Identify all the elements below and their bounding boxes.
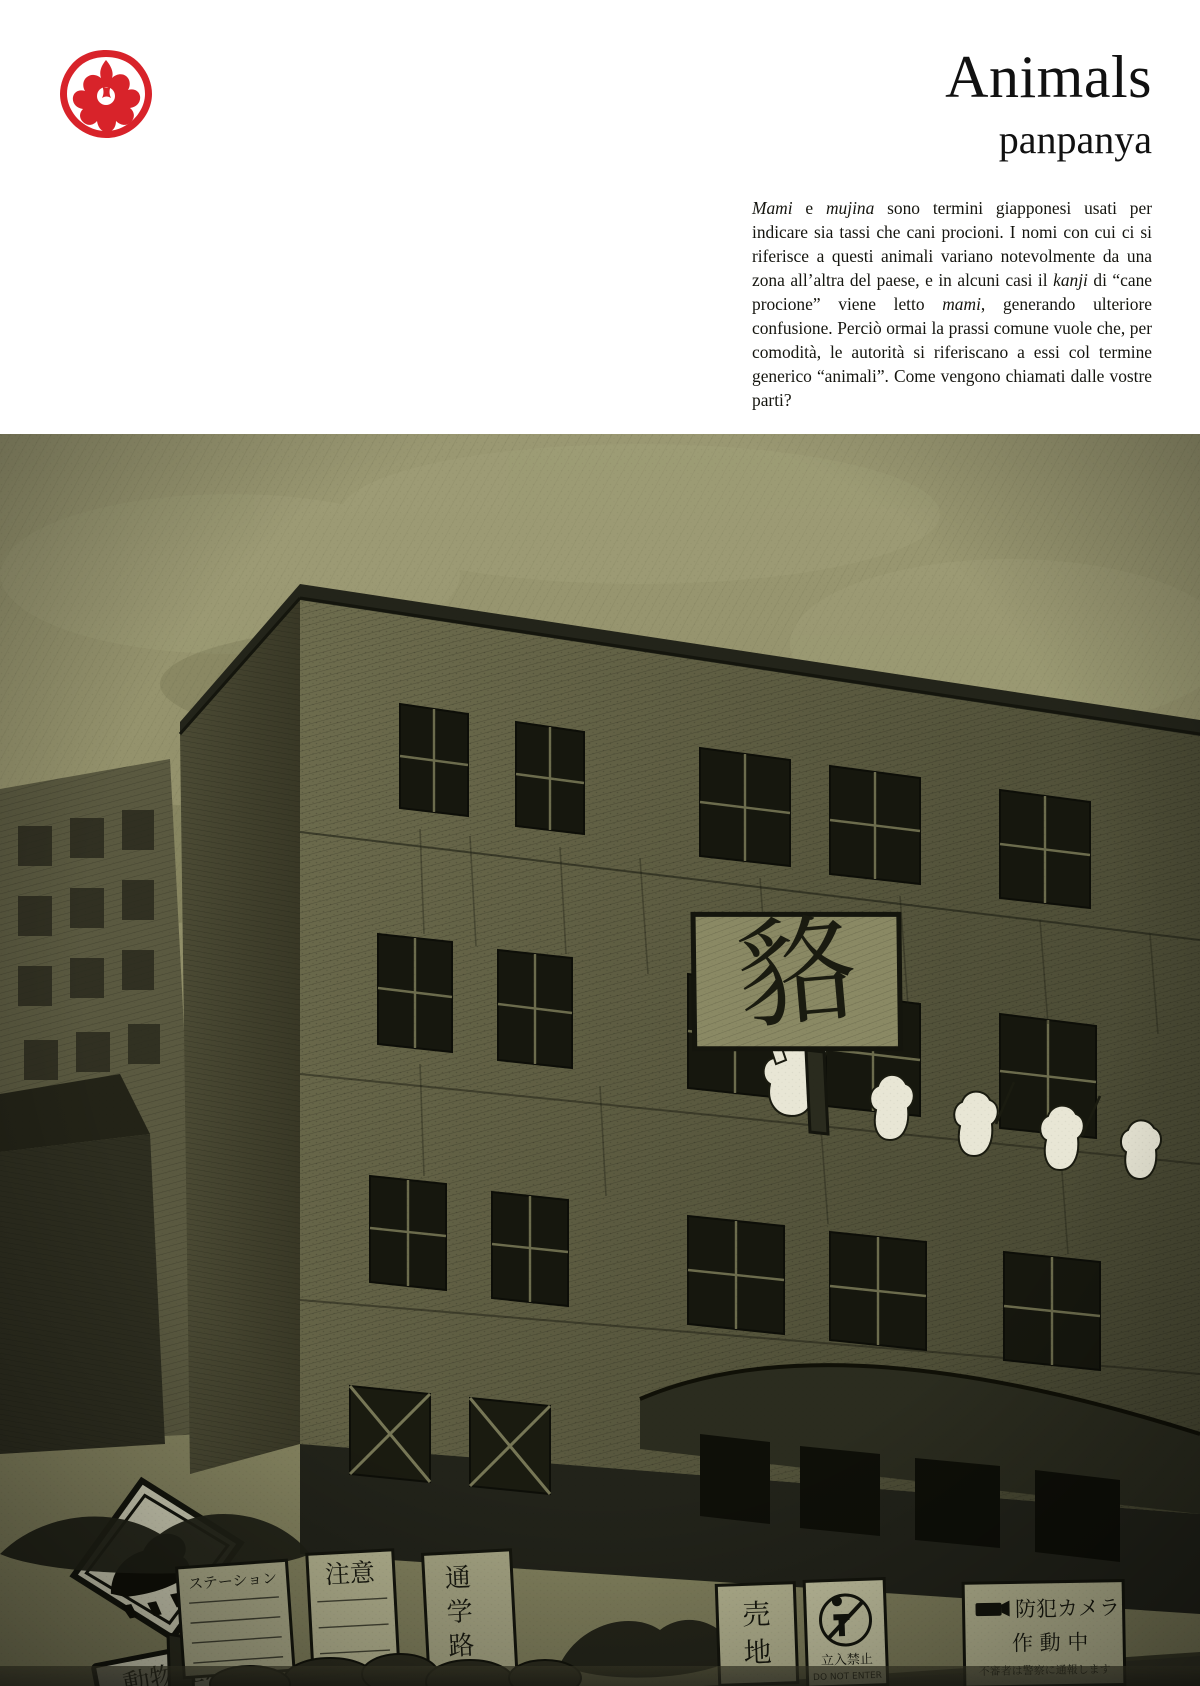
blurb-rich <box>752 198 1152 410</box>
blurb-run: e <box>792 198 826 218</box>
blurb-run: , generando ulteriore confusione. Perciò ormai la prassi comune vuole che, per comodità, le autorità si riferiscano a essi col termine generico “animali”. Come vengono chiamati dalle vostre parti? <box>752 294 1152 411</box>
publisher-crest-logo <box>58 46 154 142</box>
blurb-run: di “cane procione” viene letto <box>752 270 1152 315</box>
blurb-emphasis: Mami <box>752 198 793 218</box>
cover-header-band <box>0 0 1200 434</box>
blurb-emphasis: mami <box>942 294 981 315</box>
cover-illustration <box>0 434 1200 1686</box>
blurb-emphasis: mujina <box>825 198 875 218</box>
page-title: Animals <box>945 44 1152 110</box>
blurb-emphasis: kanji <box>1053 270 1088 291</box>
blurb-text <box>752 196 1152 412</box>
title-block <box>452 46 1152 163</box>
blurb-run: sono termini giapponesi usati per indicare sia tassi che cani procioni. I nomi con cui ci si riferisce a questi animali variano notevolmente da una zona all’altra del paese, e in alcuni casi il <box>752 198 1152 291</box>
author-name: panpanya <box>998 117 1152 162</box>
